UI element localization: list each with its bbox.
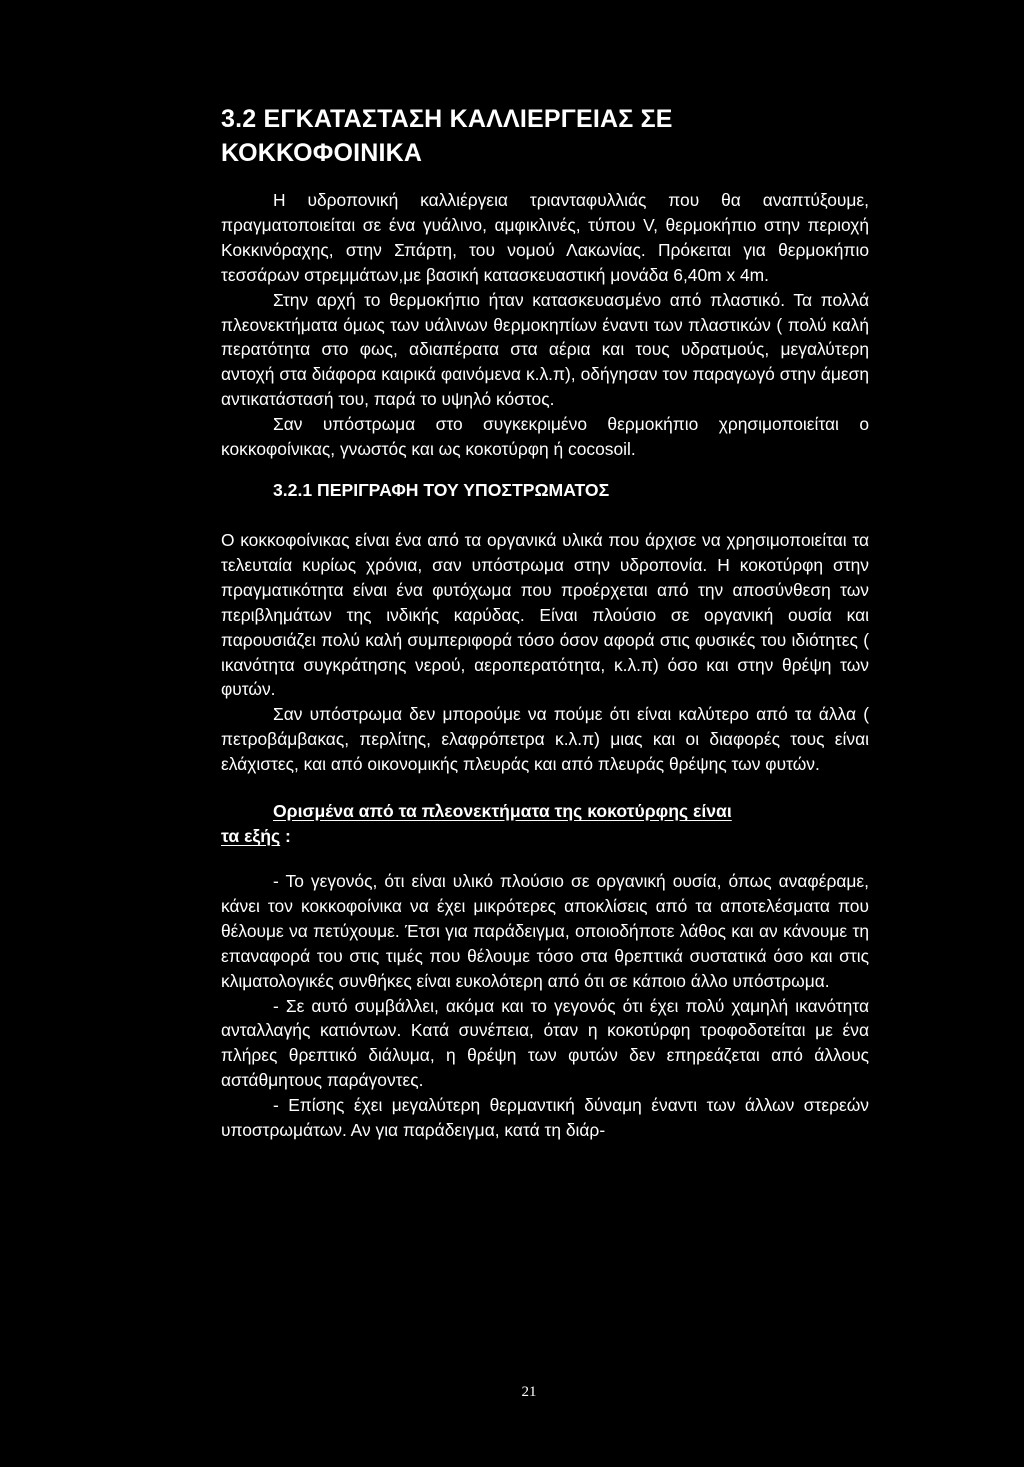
advantages-heading-colon: : (280, 826, 291, 847)
bullet-3-text: - Επίσης έχει μεγαλύτερη θερμαντική δύναμη έναντι των άλλων στερεών υποστρωμάτων. Αν για παράδειγμα, κατά τη διάρ- (221, 1095, 869, 1141)
paragraph-5-text: Σαν υπόστρωμα δεν μπορούμε να πούμε ότι είναι καλύτερο από τα άλλα ( πετροβάμβακας, περλίτης, ελαφρόπετρα κ.λ.π) μιας και οι διαφορές τους είναι ελάχιστες, και από οικονομικής πλευράς και από πλευράς θρέψης των φυτών. (221, 704, 869, 775)
section-title-line-2: ΚΟΚΚΟΦΟΙΝΙΚΑ (221, 139, 423, 167)
paragraph-coconut-description (221, 528, 869, 702)
paragraph-2-text: Στην αρχή το θερμοκήπιο ήταν κατασκευασμένο από πλαστικό. Τα πολλά πλεονεκτήματα όμως των υάλινων θερμοκηπίων έναντι των πλαστικών ( πολύ καλή περατότητα στο φως, αδιαπέρατα στα αέρια και τους υδρατμούς, μεγαλύτερη αντοχή στα διάφορα καιρικά φαινόμενα κ.λ.π), οδήγησαν τον παραγωγό στην άμεση αντικατάστασή του, παρά το υψηλό κόστος. (221, 289, 869, 410)
subsection-title: 3.2.1 ΠΕΡΙΓΡΑΦΗ ΤΟΥ ΥΠΟΣΤΡΩΜΑΤΟΣ (273, 479, 610, 500)
list-item (221, 869, 869, 994)
list-item (221, 1093, 869, 1143)
paragraph-substrate-used (221, 412, 869, 462)
paragraph-1-text: Η υδροπονική καλλιέργεια τριανταφυλλιάς που θα αναπτύξουμε, πραγματοποιείται σε ένα γυάλινο, αμφικλινές, τύπου V, θερμοκήπιο στην περιοχή Κοκκινόραχης, στην Σπάρτη, του νομού Λακωνίας. Πρόκειται για θερμοκήπιο τεσσάρων στρεμμάτων,με βασική κατασκευαστική μονάδα 6,40m x 4m. (221, 190, 869, 285)
page-number: 21 (521, 1384, 537, 1400)
page-content (221, 102, 869, 1143)
advantages-heading (221, 799, 869, 849)
advantages-heading-text: Ορισμένα από τα πλεονεκτήματα της κοκοτύρφης είναι (273, 801, 732, 822)
section-title (221, 102, 869, 170)
paragraph-greenhouse-description (221, 188, 869, 288)
paragraph-4-text: Ο κοκκοφοίνικας είναι ένα από τα οργανικά υλικά που άρχισε να χρησιμοποιείται τα τελευταία κυρίως χρόνια, σαν υπόστρωμα στην υδροπονία. Η κοκοτύρφη στην πραγματικότητα είναι ένα φυτόχωμα που προέρχεται από την αποσύνθεση των περιβλημάτων της ινδικής καρύδας. Είναι πλούσιο σε οργανική ουσία και παρουσιάζει πολύ καλή συμπεριφορά τόσο όσον αφορά στις φυσικές του ιδιότητες ( ικανότητα συγκράτησης νερού, αεροπερατότητα, κ.λ.π) όσο και στην θρέψη των φυτών. (221, 529, 869, 700)
paragraph-glass-advantages (221, 288, 869, 413)
bullet-1-text: - Το γεγονός, ότι είναι υλικό πλούσιο σε οργανική ουσία, όπως αναφέραμε, κάνει τον κοκκοφοίνικα να έχει μικρότερες αποκλίσεις από τα αποτελέσματα που θέλουμε να πετύχουμε. Έτσι για παράδειγμα, οποιοδήποτε λάθος και αν κάνουμε τη επαναφορά του στις τιμές που θέλουμε τόσο στα θρεπτικά συστατικά όσο και στις κλιματολογικές συνθήκες είναι ευκολότερη από ότι σε κάποιο άλλο υπόστρωμα. (221, 871, 869, 991)
advantages-heading-tail: τα εξής (221, 826, 281, 847)
paragraph-substrate-comparison (221, 702, 869, 777)
paragraph-3-text: Σαν υπόστρωμα στο συγκεκριμένο θερμοκήπιο χρησιμοποιείται ο κοκκοφοίνικας, γνωστός και ως κοκοτύρφη ή cocosoil. (221, 414, 869, 460)
section-title-line-1: 3.2 ΕΓΚΑΤΑΣΤΑΣΗ ΚΑΛΛΙΕΡΓΕΙΑΣ ΣΕ (221, 105, 673, 133)
list-item (221, 994, 869, 1094)
bullet-2-text: - Σε αυτό συμβάλλει, ακόμα και το γεγονός ότι έχει πολύ χαμηλή ικανότητα ανταλλαγής κατιόντων. Κατά συνέπεια, όταν η κοκοτύρφη τροφοδοτείται με ένα πλήρες θρεπτικό διάλυμα, η θρέψη των φυτών δεν επηρεάζεται από άλλους αστάθμητους παράγοντες. (221, 995, 869, 1091)
